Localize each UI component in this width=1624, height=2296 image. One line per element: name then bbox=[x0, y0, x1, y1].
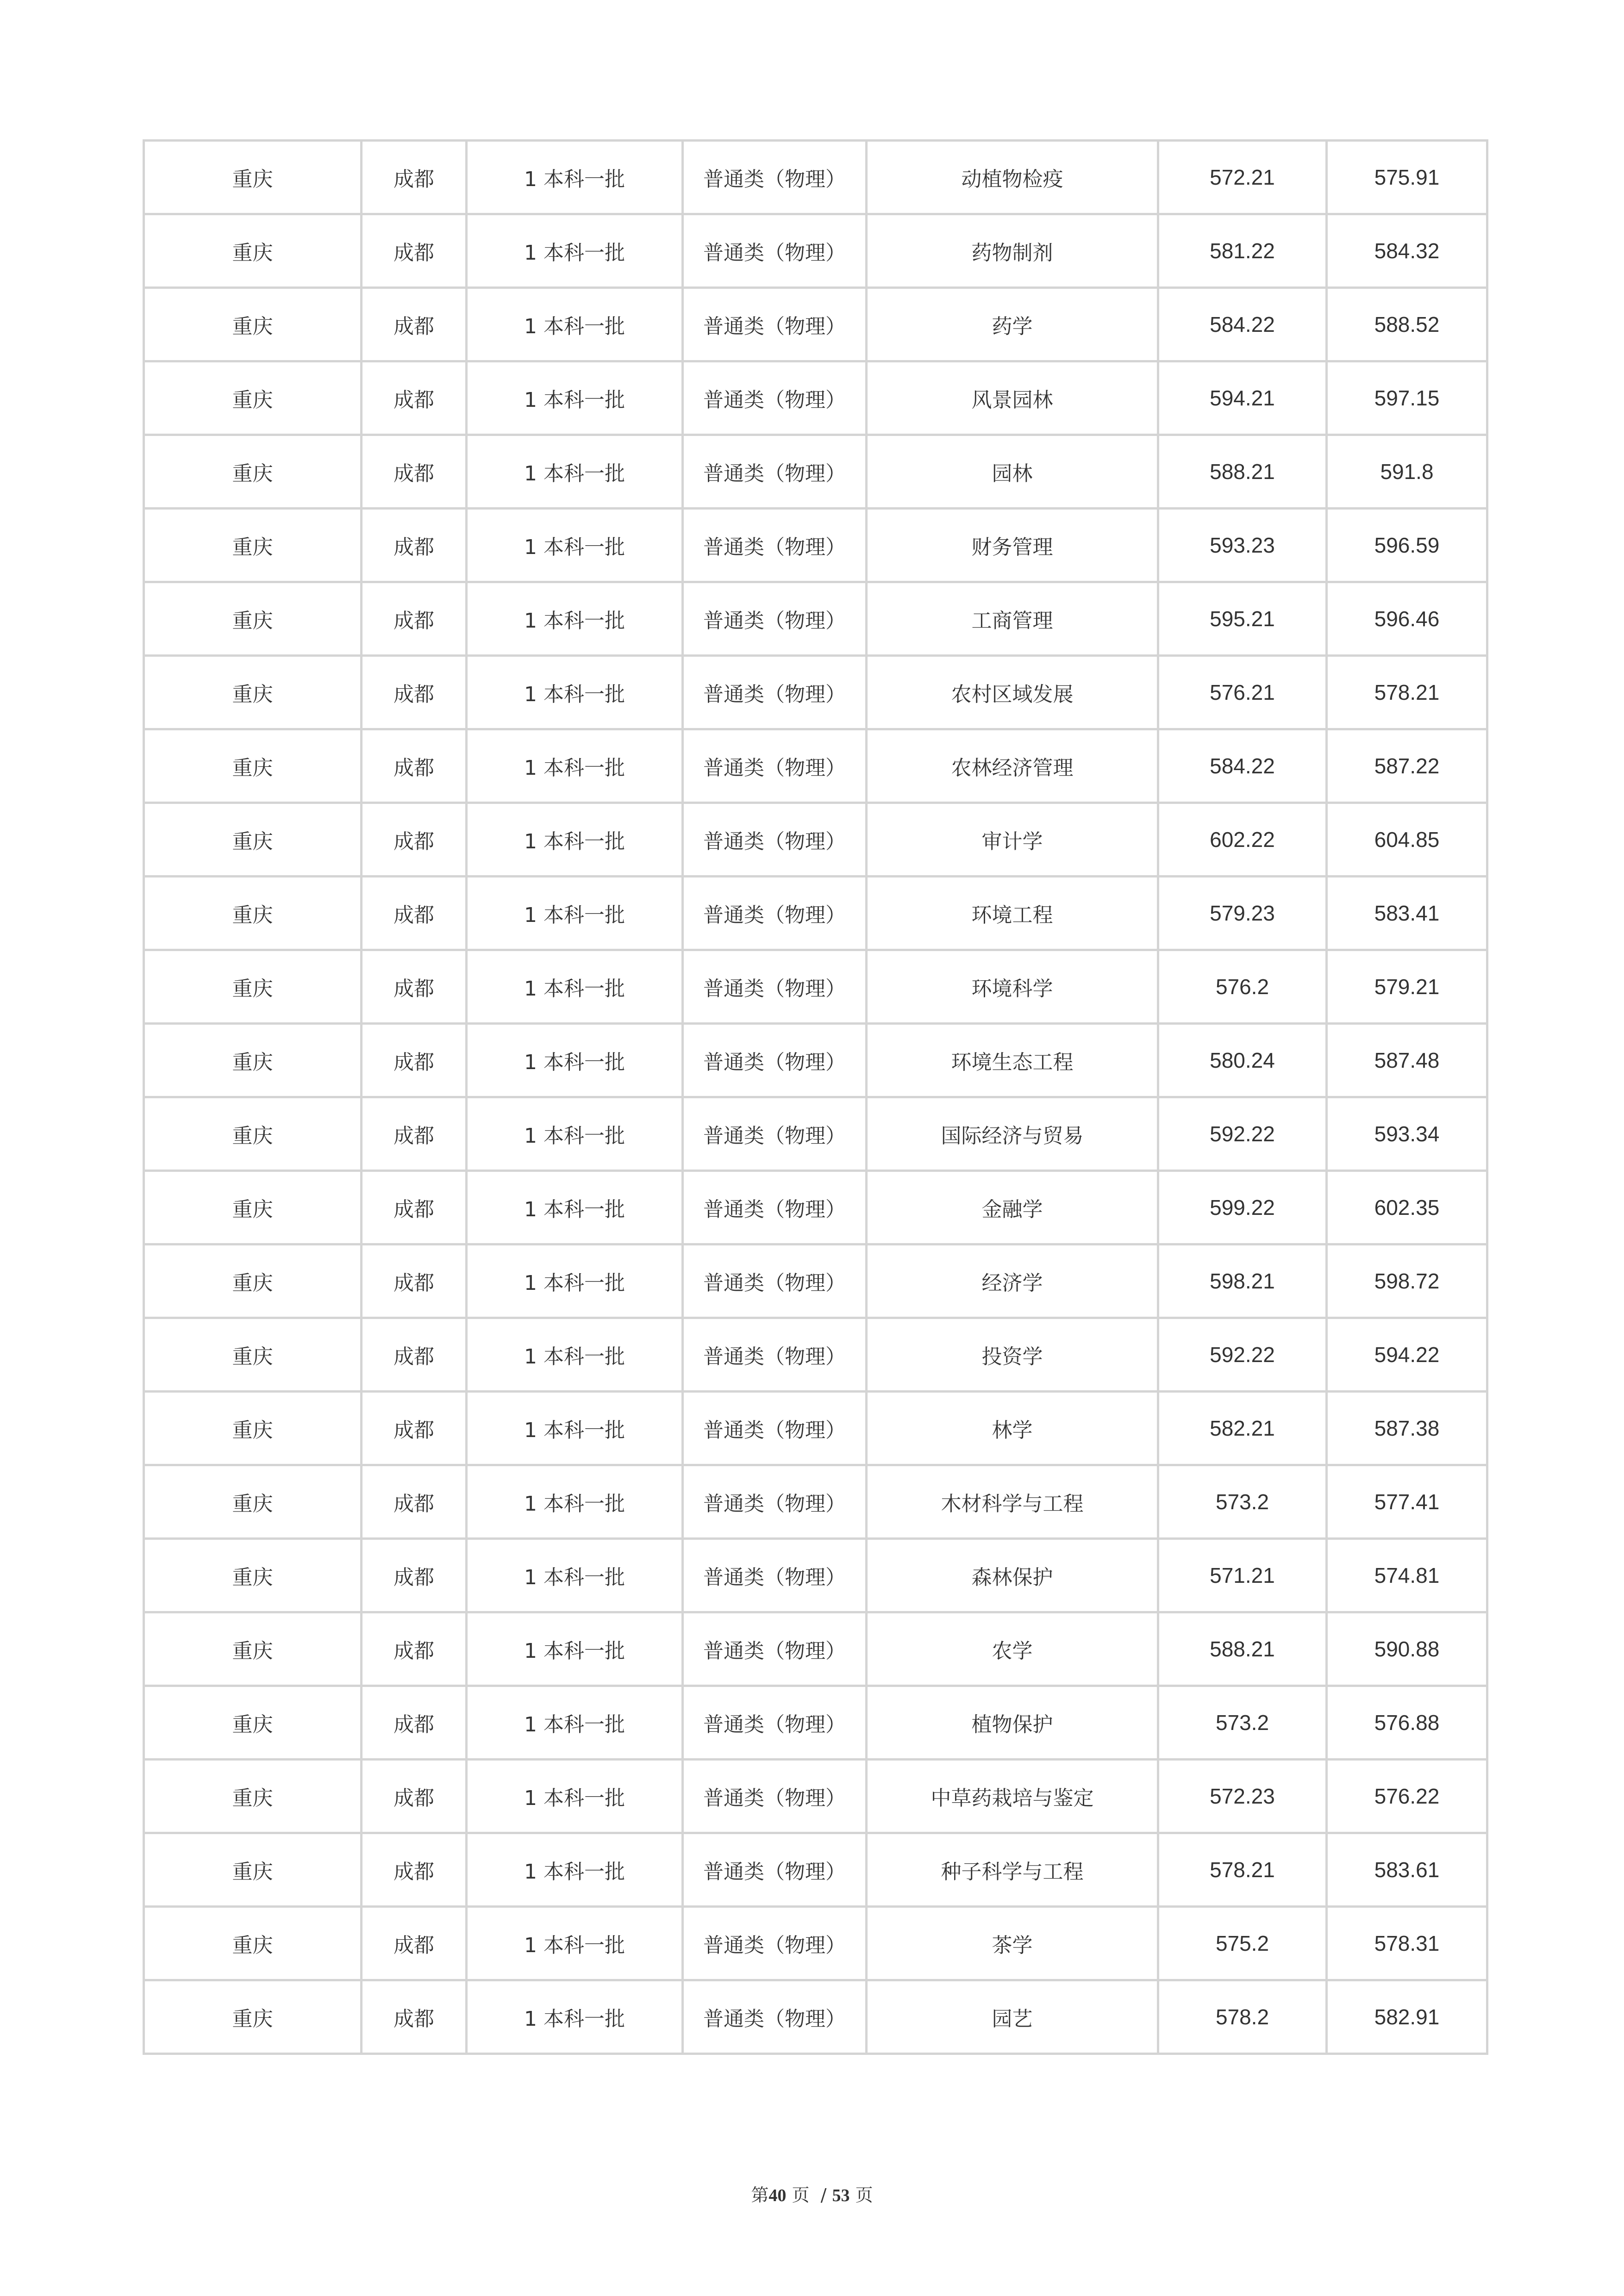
category-cell: 普通类（物理） bbox=[683, 1244, 867, 1318]
province-cell: 重庆 bbox=[144, 729, 362, 803]
category-cell: 普通类（物理） bbox=[683, 1760, 867, 1833]
avg-score-cell: 590.88 bbox=[1327, 1612, 1487, 1686]
category-cell: 普通类（物理） bbox=[683, 582, 867, 656]
batch-cell: 1 本科一批 bbox=[467, 582, 683, 656]
current-page-number: 40 bbox=[768, 2186, 787, 2205]
avg-score-cell: 596.59 bbox=[1327, 509, 1487, 582]
avg-score-cell: 587.48 bbox=[1327, 1024, 1487, 1097]
major-cell: 木材科学与工程 bbox=[867, 1465, 1158, 1539]
campus-cell: 成都 bbox=[362, 288, 467, 361]
campus-cell: 成都 bbox=[362, 582, 467, 656]
category-cell: 普通类（物理） bbox=[683, 1318, 867, 1392]
major-cell: 林学 bbox=[867, 1392, 1158, 1465]
table-row bbox=[144, 1833, 1487, 1907]
footer-prefix: 第 bbox=[751, 2185, 769, 2205]
category-cell: 普通类（物理） bbox=[683, 1171, 867, 1244]
major-cell: 园林 bbox=[867, 435, 1158, 509]
category-cell: 普通类（物理） bbox=[683, 1465, 867, 1539]
batch-cell: 1 本科一批 bbox=[467, 877, 683, 950]
min-score-cell: 578.21 bbox=[1158, 1833, 1327, 1907]
avg-score-cell: 587.38 bbox=[1327, 1392, 1487, 1465]
major-cell: 环境工程 bbox=[867, 877, 1158, 950]
min-score-cell: 584.22 bbox=[1158, 288, 1327, 361]
province-cell: 重庆 bbox=[144, 582, 362, 656]
category-cell: 普通类（物理） bbox=[683, 509, 867, 582]
campus-cell: 成都 bbox=[362, 141, 467, 214]
category-cell: 普通类（物理） bbox=[683, 1539, 867, 1612]
batch-cell: 1 本科一批 bbox=[467, 361, 683, 435]
batch-cell: 1 本科一批 bbox=[467, 1318, 683, 1392]
campus-cell: 成都 bbox=[362, 950, 467, 1024]
campus-cell: 成都 bbox=[362, 1539, 467, 1612]
province-cell: 重庆 bbox=[144, 803, 362, 877]
major-cell: 动植物检疫 bbox=[867, 141, 1158, 214]
category-cell: 普通类（物理） bbox=[683, 1024, 867, 1097]
batch-cell: 1 本科一批 bbox=[467, 950, 683, 1024]
min-score-cell: 581.22 bbox=[1158, 214, 1327, 288]
major-cell: 农村区域发展 bbox=[867, 656, 1158, 729]
major-cell: 农学 bbox=[867, 1612, 1158, 1686]
table-row bbox=[144, 1024, 1487, 1097]
table-row bbox=[144, 1907, 1487, 1980]
min-score-cell: 576.21 bbox=[1158, 656, 1327, 729]
table-row bbox=[144, 1465, 1487, 1539]
campus-cell: 成都 bbox=[362, 1686, 467, 1760]
province-cell: 重庆 bbox=[144, 1980, 362, 2054]
campus-cell: 成都 bbox=[362, 877, 467, 950]
province-cell: 重庆 bbox=[144, 877, 362, 950]
avg-score-cell: 582.91 bbox=[1327, 1980, 1487, 2054]
table-row bbox=[144, 1612, 1487, 1686]
category-cell: 普通类（物理） bbox=[683, 729, 867, 803]
category-cell: 普通类（物理） bbox=[683, 214, 867, 288]
province-cell: 重庆 bbox=[144, 214, 362, 288]
table-row bbox=[144, 1686, 1487, 1760]
province-cell: 重庆 bbox=[144, 1024, 362, 1097]
campus-cell: 成都 bbox=[362, 1760, 467, 1833]
major-cell: 种子科学与工程 bbox=[867, 1833, 1158, 1907]
category-cell: 普通类（物理） bbox=[683, 141, 867, 214]
batch-cell: 1 本科一批 bbox=[467, 1760, 683, 1833]
avg-score-cell: 604.85 bbox=[1327, 803, 1487, 877]
campus-cell: 成都 bbox=[362, 1097, 467, 1171]
batch-cell: 1 本科一批 bbox=[467, 1244, 683, 1318]
footer-middle: 页 / bbox=[786, 2185, 832, 2205]
batch-cell: 1 本科一批 bbox=[467, 1465, 683, 1539]
major-cell: 审计学 bbox=[867, 803, 1158, 877]
min-score-cell: 595.21 bbox=[1158, 582, 1327, 656]
min-score-cell: 580.24 bbox=[1158, 1024, 1327, 1097]
category-cell: 普通类（物理） bbox=[683, 656, 867, 729]
table-row bbox=[144, 1760, 1487, 1833]
category-cell: 普通类（物理） bbox=[683, 1686, 867, 1760]
batch-cell: 1 本科一批 bbox=[467, 1907, 683, 1980]
min-score-cell: 573.2 bbox=[1158, 1686, 1327, 1760]
score-table-body bbox=[144, 141, 1487, 2054]
table-row bbox=[144, 1097, 1487, 1171]
avg-score-cell: 594.22 bbox=[1327, 1318, 1487, 1392]
province-cell: 重庆 bbox=[144, 435, 362, 509]
avg-score-cell: 583.41 bbox=[1327, 877, 1487, 950]
table-row bbox=[144, 141, 1487, 214]
province-cell: 重庆 bbox=[144, 361, 362, 435]
campus-cell: 成都 bbox=[362, 1465, 467, 1539]
province-cell: 重庆 bbox=[144, 950, 362, 1024]
page-footer bbox=[0, 2181, 1624, 2206]
table-row bbox=[144, 877, 1487, 950]
table-row bbox=[144, 509, 1487, 582]
table-row bbox=[144, 1980, 1487, 2054]
avg-score-cell: 576.22 bbox=[1327, 1760, 1487, 1833]
category-cell: 普通类（物理） bbox=[683, 1097, 867, 1171]
province-cell: 重庆 bbox=[144, 1244, 362, 1318]
category-cell: 普通类（物理） bbox=[683, 288, 867, 361]
footer-suffix: 页 bbox=[849, 2185, 873, 2205]
category-cell: 普通类（物理） bbox=[683, 1980, 867, 2054]
province-cell: 重庆 bbox=[144, 1318, 362, 1392]
min-score-cell: 594.21 bbox=[1158, 361, 1327, 435]
avg-score-cell: 596.46 bbox=[1327, 582, 1487, 656]
major-cell: 中草药栽培与鉴定 bbox=[867, 1760, 1158, 1833]
avg-score-cell: 575.91 bbox=[1327, 141, 1487, 214]
campus-cell: 成都 bbox=[362, 1392, 467, 1465]
avg-score-cell: 578.31 bbox=[1327, 1907, 1487, 1980]
category-cell: 普通类（物理） bbox=[683, 803, 867, 877]
total-pages-number: 53 bbox=[832, 2186, 850, 2205]
campus-cell: 成都 bbox=[362, 1024, 467, 1097]
batch-cell: 1 本科一批 bbox=[467, 803, 683, 877]
min-score-cell: 584.22 bbox=[1158, 729, 1327, 803]
category-cell: 普通类（物理） bbox=[683, 877, 867, 950]
min-score-cell: 592.22 bbox=[1158, 1318, 1327, 1392]
table-row bbox=[144, 1539, 1487, 1612]
category-cell: 普通类（物理） bbox=[683, 1907, 867, 1980]
table-row bbox=[144, 950, 1487, 1024]
campus-cell: 成都 bbox=[362, 361, 467, 435]
province-cell: 重庆 bbox=[144, 1171, 362, 1244]
province-cell: 重庆 bbox=[144, 141, 362, 214]
avg-score-cell: 579.21 bbox=[1327, 950, 1487, 1024]
min-score-cell: 575.2 bbox=[1158, 1907, 1327, 1980]
batch-cell: 1 本科一批 bbox=[467, 435, 683, 509]
campus-cell: 成都 bbox=[362, 1244, 467, 1318]
table-row bbox=[144, 656, 1487, 729]
batch-cell: 1 本科一批 bbox=[467, 1833, 683, 1907]
avg-score-cell: 602.35 bbox=[1327, 1171, 1487, 1244]
batch-cell: 1 本科一批 bbox=[467, 1539, 683, 1612]
avg-score-cell: 593.34 bbox=[1327, 1097, 1487, 1171]
province-cell: 重庆 bbox=[144, 1833, 362, 1907]
avg-score-cell: 577.41 bbox=[1327, 1465, 1487, 1539]
major-cell: 茶学 bbox=[867, 1907, 1158, 1980]
min-score-cell: 573.2 bbox=[1158, 1465, 1327, 1539]
campus-cell: 成都 bbox=[362, 435, 467, 509]
min-score-cell: 582.21 bbox=[1158, 1392, 1327, 1465]
avg-score-cell: 588.52 bbox=[1327, 288, 1487, 361]
batch-cell: 1 本科一批 bbox=[467, 1612, 683, 1686]
major-cell: 植物保护 bbox=[867, 1686, 1158, 1760]
avg-score-cell: 583.61 bbox=[1327, 1833, 1487, 1907]
province-cell: 重庆 bbox=[144, 1760, 362, 1833]
campus-cell: 成都 bbox=[362, 1612, 467, 1686]
table-row bbox=[144, 435, 1487, 509]
table-row bbox=[144, 361, 1487, 435]
major-cell: 金融学 bbox=[867, 1171, 1158, 1244]
min-score-cell: 572.21 bbox=[1158, 141, 1327, 214]
campus-cell: 成都 bbox=[362, 1318, 467, 1392]
major-cell: 工商管理 bbox=[867, 582, 1158, 656]
min-score-cell: 602.22 bbox=[1158, 803, 1327, 877]
campus-cell: 成都 bbox=[362, 656, 467, 729]
batch-cell: 1 本科一批 bbox=[467, 1024, 683, 1097]
major-cell: 经济学 bbox=[867, 1244, 1158, 1318]
batch-cell: 1 本科一批 bbox=[467, 288, 683, 361]
table-row bbox=[144, 288, 1487, 361]
avg-score-cell: 591.8 bbox=[1327, 435, 1487, 509]
province-cell: 重庆 bbox=[144, 1907, 362, 1980]
campus-cell: 成都 bbox=[362, 1907, 467, 1980]
batch-cell: 1 本科一批 bbox=[467, 1097, 683, 1171]
major-cell: 园艺 bbox=[867, 1980, 1158, 2054]
min-score-cell: 579.23 bbox=[1158, 877, 1327, 950]
batch-cell: 1 本科一批 bbox=[467, 1392, 683, 1465]
campus-cell: 成都 bbox=[362, 214, 467, 288]
province-cell: 重庆 bbox=[144, 1686, 362, 1760]
table-row bbox=[144, 1318, 1487, 1392]
avg-score-cell: 576.88 bbox=[1327, 1686, 1487, 1760]
table-row bbox=[144, 1171, 1487, 1244]
campus-cell: 成都 bbox=[362, 1171, 467, 1244]
avg-score-cell: 587.22 bbox=[1327, 729, 1487, 803]
min-score-cell: 599.22 bbox=[1158, 1171, 1327, 1244]
table-row bbox=[144, 1244, 1487, 1318]
province-cell: 重庆 bbox=[144, 1465, 362, 1539]
major-cell: 投资学 bbox=[867, 1318, 1158, 1392]
min-score-cell: 588.21 bbox=[1158, 1612, 1327, 1686]
batch-cell: 1 本科一批 bbox=[467, 214, 683, 288]
major-cell: 药学 bbox=[867, 288, 1158, 361]
campus-cell: 成都 bbox=[362, 509, 467, 582]
major-cell: 财务管理 bbox=[867, 509, 1158, 582]
category-cell: 普通类（物理） bbox=[683, 1612, 867, 1686]
province-cell: 重庆 bbox=[144, 656, 362, 729]
table-row bbox=[144, 803, 1487, 877]
province-cell: 重庆 bbox=[144, 1612, 362, 1686]
batch-cell: 1 本科一批 bbox=[467, 1171, 683, 1244]
province-cell: 重庆 bbox=[144, 1097, 362, 1171]
min-score-cell: 593.23 bbox=[1158, 509, 1327, 582]
batch-cell: 1 本科一批 bbox=[467, 656, 683, 729]
major-cell: 风景园林 bbox=[867, 361, 1158, 435]
min-score-cell: 578.2 bbox=[1158, 1980, 1327, 2054]
campus-cell: 成都 bbox=[362, 1833, 467, 1907]
table-row bbox=[144, 729, 1487, 803]
min-score-cell: 592.22 bbox=[1158, 1097, 1327, 1171]
min-score-cell: 572.23 bbox=[1158, 1760, 1327, 1833]
campus-cell: 成都 bbox=[362, 729, 467, 803]
province-cell: 重庆 bbox=[144, 288, 362, 361]
table-row bbox=[144, 214, 1487, 288]
min-score-cell: 598.21 bbox=[1158, 1244, 1327, 1318]
min-score-cell: 571.21 bbox=[1158, 1539, 1327, 1612]
campus-cell: 成都 bbox=[362, 1980, 467, 2054]
batch-cell: 1 本科一批 bbox=[467, 1686, 683, 1760]
campus-cell: 成都 bbox=[362, 803, 467, 877]
avg-score-cell: 597.15 bbox=[1327, 361, 1487, 435]
major-cell: 环境科学 bbox=[867, 950, 1158, 1024]
category-cell: 普通类（物理） bbox=[683, 1833, 867, 1907]
batch-cell: 1 本科一批 bbox=[467, 1980, 683, 2054]
major-cell: 农林经济管理 bbox=[867, 729, 1158, 803]
province-cell: 重庆 bbox=[144, 509, 362, 582]
category-cell: 普通类（物理） bbox=[683, 1392, 867, 1465]
avg-score-cell: 584.32 bbox=[1327, 214, 1487, 288]
avg-score-cell: 574.81 bbox=[1327, 1539, 1487, 1612]
batch-cell: 1 本科一批 bbox=[467, 141, 683, 214]
major-cell: 环境生态工程 bbox=[867, 1024, 1158, 1097]
table-row bbox=[144, 582, 1487, 656]
major-cell: 国际经济与贸易 bbox=[867, 1097, 1158, 1171]
category-cell: 普通类（物理） bbox=[683, 950, 867, 1024]
major-cell: 药物制剂 bbox=[867, 214, 1158, 288]
avg-score-cell: 598.72 bbox=[1327, 1244, 1487, 1318]
province-cell: 重庆 bbox=[144, 1539, 362, 1612]
min-score-cell: 588.21 bbox=[1158, 435, 1327, 509]
province-cell: 重庆 bbox=[144, 1392, 362, 1465]
batch-cell: 1 本科一批 bbox=[467, 509, 683, 582]
major-cell: 森林保护 bbox=[867, 1539, 1158, 1612]
category-cell: 普通类（物理） bbox=[683, 361, 867, 435]
score-table bbox=[143, 139, 1488, 2055]
table-row bbox=[144, 1392, 1487, 1465]
min-score-cell: 576.2 bbox=[1158, 950, 1327, 1024]
batch-cell: 1 本科一批 bbox=[467, 729, 683, 803]
avg-score-cell: 578.21 bbox=[1327, 656, 1487, 729]
category-cell: 普通类（物理） bbox=[683, 435, 867, 509]
